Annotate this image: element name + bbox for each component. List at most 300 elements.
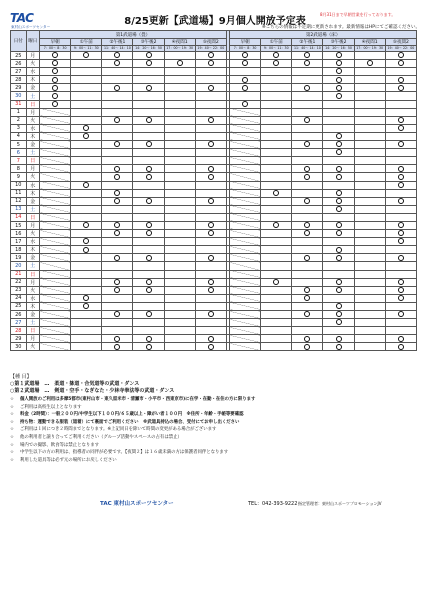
closed-slot-cell	[354, 205, 385, 213]
closed-slot-cell	[164, 343, 195, 351]
closed-slot-cell	[385, 205, 416, 213]
open-circle-icon	[83, 133, 89, 139]
unavailable-slot-cell	[40, 278, 71, 286]
date-cell: 25	[11, 52, 27, 60]
open-circle-icon	[336, 287, 342, 293]
table-row	[11, 92, 417, 100]
open-circle-icon	[336, 198, 342, 204]
closed-slot-cell	[195, 157, 226, 165]
open-circle-icon	[52, 52, 58, 58]
closed-slot-cell	[385, 68, 416, 76]
open-slot-cell	[102, 165, 133, 173]
open-circle-icon	[83, 295, 89, 301]
closed-slot-cell	[354, 173, 385, 181]
closed-slot-cell	[71, 286, 102, 294]
open-circle-icon	[336, 68, 342, 74]
date-cell: 17	[11, 238, 27, 246]
date-cell: 12	[11, 197, 27, 205]
closed-slot-cell	[354, 100, 385, 108]
star-icon: ☆	[10, 442, 14, 448]
closed-slot-cell	[195, 205, 226, 213]
open-slot-cell	[323, 230, 354, 238]
closed-slot-cell	[164, 327, 195, 335]
open-circle-icon	[398, 344, 404, 350]
open-circle-icon	[146, 174, 152, 180]
open-slot-cell	[133, 197, 164, 205]
open-slot-cell	[71, 238, 102, 246]
date-cell: 30	[11, 92, 27, 100]
closed-slot-cell	[261, 173, 292, 181]
date-cell: 16	[11, 230, 27, 238]
open-slot-cell	[385, 286, 416, 294]
open-circle-icon	[336, 166, 342, 172]
open-circle-icon	[336, 303, 342, 309]
star-icon: ☆	[10, 419, 14, 425]
closed-slot-cell	[133, 132, 164, 140]
closed-slot-cell	[71, 68, 102, 76]
open-circle-icon	[146, 311, 152, 317]
weekday-cell: 金	[26, 311, 39, 319]
unavailable-slot-cell	[230, 311, 261, 319]
weekday-cell: 木	[26, 302, 39, 310]
open-circle-icon	[398, 255, 404, 261]
note-line	[10, 457, 417, 465]
closed-slot-cell	[292, 100, 323, 108]
unavailable-slot-cell	[40, 116, 71, 124]
open-circle-icon	[114, 336, 120, 342]
closed-slot-cell	[102, 246, 133, 254]
closed-slot-cell	[102, 68, 133, 76]
open-circle-icon	[242, 101, 248, 107]
slot-time-header: 9：00～ 11：30	[261, 46, 292, 52]
slot-name-header: ②午後1	[292, 39, 323, 46]
open-circle-icon	[146, 230, 152, 236]
open-circle-icon	[52, 101, 58, 107]
date-cell: 19	[11, 254, 27, 262]
table-row	[11, 52, 417, 60]
footer-tel: TEL：042-393-9222	[248, 501, 298, 507]
open-slot-cell	[385, 230, 416, 238]
closed-slot-cell	[385, 302, 416, 310]
unavailable-slot-cell	[230, 327, 261, 335]
closed-slot-cell	[261, 270, 292, 278]
closed-slot-cell	[354, 116, 385, 124]
open-slot-cell	[195, 278, 226, 286]
open-slot-cell	[385, 52, 416, 60]
table-row	[11, 254, 417, 262]
open-slot-cell	[195, 60, 226, 68]
closed-slot-cell	[102, 157, 133, 165]
open-circle-icon	[336, 174, 342, 180]
open-circle-icon	[114, 85, 120, 91]
slot-time-header: 14：20～ 16：50	[133, 46, 164, 52]
closed-slot-cell	[354, 262, 385, 270]
open-slot-cell	[323, 197, 354, 205]
open-slot-cell	[133, 230, 164, 238]
table-row	[11, 124, 417, 132]
open-circle-icon	[398, 198, 404, 204]
closed-slot-cell	[230, 68, 261, 76]
unavailable-slot-cell	[230, 221, 261, 229]
open-slot-cell	[292, 84, 323, 92]
open-circle-icon	[114, 60, 120, 66]
closed-slot-cell	[261, 141, 292, 149]
closed-slot-cell	[71, 157, 102, 165]
closed-slot-cell	[133, 262, 164, 270]
closed-slot-cell	[261, 327, 292, 335]
closed-slot-cell	[323, 181, 354, 189]
closed-slot-cell	[354, 189, 385, 197]
star-icon: ☆	[10, 404, 14, 410]
open-slot-cell	[292, 221, 323, 229]
unavailable-slot-cell	[230, 294, 261, 302]
open-slot-cell	[102, 278, 133, 286]
slot-name-header: ③午後2	[323, 39, 354, 46]
open-slot-cell	[385, 335, 416, 343]
note-line	[10, 426, 417, 434]
open-circle-icon	[304, 60, 310, 66]
date-cell: 11	[11, 189, 27, 197]
date-cell: 5	[11, 141, 27, 149]
open-slot-cell	[71, 181, 102, 189]
open-slot-cell	[195, 311, 226, 319]
unavailable-slot-cell	[230, 286, 261, 294]
open-slot-cell	[102, 311, 133, 319]
open-slot-cell	[71, 132, 102, 140]
closed-slot-cell	[133, 319, 164, 327]
open-circle-icon	[304, 287, 310, 293]
slot-time-header: 19：40～ 22：00	[195, 46, 226, 52]
open-circle-icon	[336, 77, 342, 83]
closed-slot-cell	[71, 165, 102, 173]
open-slot-cell	[102, 221, 133, 229]
open-circle-icon	[208, 174, 214, 180]
closed-slot-cell	[195, 294, 226, 302]
open-slot-cell	[133, 221, 164, 229]
open-circle-icon	[52, 60, 58, 66]
date-cell: 31	[11, 100, 27, 108]
closed-slot-cell	[164, 189, 195, 197]
closed-slot-cell	[354, 157, 385, 165]
weekday-cell: 水	[26, 181, 39, 189]
open-slot-cell	[292, 294, 323, 302]
unavailable-slot-cell	[230, 141, 261, 149]
closed-slot-cell	[354, 68, 385, 76]
unavailable-slot-cell	[40, 335, 71, 343]
closed-slot-cell	[354, 230, 385, 238]
date-cell: 21	[11, 270, 27, 278]
open-slot-cell	[292, 60, 323, 68]
closed-slot-cell	[102, 262, 133, 270]
date-cell: 28	[11, 327, 27, 335]
closed-slot-cell	[195, 132, 226, 140]
table-row	[11, 246, 417, 254]
open-slot-cell	[323, 335, 354, 343]
open-slot-cell	[195, 254, 226, 262]
unavailable-slot-cell	[230, 343, 261, 351]
unavailable-slot-cell	[40, 254, 71, 262]
slot-time-header: 17：00～ 19：30	[164, 46, 195, 52]
open-slot-cell	[323, 246, 354, 254]
weekday-cell: 木	[26, 132, 39, 140]
open-circle-icon	[208, 255, 214, 261]
open-circle-icon	[304, 141, 310, 147]
logo-subtext: 東村山スポーツセンター	[11, 25, 51, 29]
closed-slot-cell	[354, 52, 385, 60]
hall1-header: 第1武道場（畳）	[40, 31, 227, 39]
date-cell: 15	[11, 221, 27, 229]
closed-slot-cell	[164, 181, 195, 189]
unavailable-slot-cell	[230, 205, 261, 213]
closed-slot-cell	[164, 165, 195, 173]
open-circle-icon	[83, 238, 89, 244]
unavailable-slot-cell	[230, 124, 261, 132]
open-circle-icon	[398, 77, 404, 83]
closed-slot-cell	[195, 246, 226, 254]
open-circle-icon	[208, 222, 214, 228]
unavailable-slot-cell	[230, 149, 261, 157]
open-slot-cell	[195, 116, 226, 124]
closed-slot-cell	[292, 319, 323, 327]
closed-slot-cell	[195, 100, 226, 108]
date-cell: 20	[11, 262, 27, 270]
closed-slot-cell	[195, 76, 226, 84]
unavailable-slot-cell	[40, 141, 71, 149]
note-text: 場内での撮影、飲食等は禁止となります	[20, 442, 100, 448]
unavailable-slot-cell	[230, 213, 261, 221]
legend	[10, 373, 417, 394]
note-text: ご利用は高校生以上となります	[20, 404, 82, 410]
slot-time-header: 7：00～ 8：30	[230, 46, 261, 52]
open-circle-icon	[304, 85, 310, 91]
table-row	[11, 213, 417, 221]
closed-slot-cell	[102, 149, 133, 157]
open-circle-icon	[398, 166, 404, 172]
closed-slot-cell	[261, 197, 292, 205]
open-slot-cell	[133, 286, 164, 294]
open-circle-icon	[336, 247, 342, 253]
unavailable-slot-cell	[230, 230, 261, 238]
open-slot-cell	[195, 141, 226, 149]
weekday-cell: 水	[26, 124, 39, 132]
open-circle-icon	[114, 190, 120, 196]
open-slot-cell	[71, 302, 102, 310]
open-slot-cell	[230, 100, 261, 108]
date-cell: 26	[11, 311, 27, 319]
open-slot-cell	[323, 343, 354, 351]
closed-slot-cell	[71, 254, 102, 262]
open-slot-cell	[385, 311, 416, 319]
footer-manager: 指定管理者：東村山スポーツプロモーションJV	[298, 500, 382, 506]
closed-slot-cell	[354, 149, 385, 157]
closed-slot-cell	[354, 278, 385, 286]
closed-slot-cell	[164, 254, 195, 262]
closed-slot-cell	[164, 246, 195, 254]
unavailable-slot-cell	[40, 286, 71, 294]
closed-slot-cell	[71, 230, 102, 238]
weekday-cell: 日	[26, 270, 39, 278]
closed-slot-cell	[133, 238, 164, 246]
open-circle-icon	[114, 311, 120, 317]
open-slot-cell	[133, 116, 164, 124]
open-slot-cell	[133, 52, 164, 60]
open-slot-cell	[385, 60, 416, 68]
open-slot-cell	[40, 76, 71, 84]
closed-slot-cell	[261, 254, 292, 262]
closed-slot-cell	[354, 238, 385, 246]
open-slot-cell	[292, 254, 323, 262]
closed-slot-cell	[133, 213, 164, 221]
closed-slot-cell	[71, 262, 102, 270]
open-circle-icon	[146, 336, 152, 342]
open-slot-cell	[385, 173, 416, 181]
closed-slot-cell	[164, 270, 195, 278]
open-slot-cell	[102, 60, 133, 68]
closed-slot-cell	[71, 270, 102, 278]
date-cell: 23	[11, 286, 27, 294]
open-circle-icon	[398, 141, 404, 147]
table-row	[11, 116, 417, 124]
open-slot-cell	[71, 52, 102, 60]
closed-slot-cell	[385, 270, 416, 278]
open-circle-icon	[52, 93, 58, 99]
unavailable-slot-cell	[230, 270, 261, 278]
unavailable-slot-cell	[40, 238, 71, 246]
open-slot-cell	[385, 76, 416, 84]
closed-slot-cell	[164, 319, 195, 327]
open-circle-icon	[304, 198, 310, 204]
open-circle-icon	[398, 295, 404, 301]
open-slot-cell	[261, 221, 292, 229]
open-slot-cell	[230, 76, 261, 84]
open-circle-icon	[242, 60, 248, 66]
hall2-header: 第2武道場（床）	[230, 31, 417, 39]
closed-slot-cell	[164, 157, 195, 165]
col-weekday-header: 曜日	[26, 31, 39, 52]
closed-slot-cell	[385, 100, 416, 108]
closed-slot-cell	[385, 246, 416, 254]
open-slot-cell	[323, 221, 354, 229]
closed-slot-cell	[102, 108, 133, 116]
open-circle-icon	[336, 336, 342, 342]
closed-slot-cell	[230, 92, 261, 100]
closed-slot-cell	[292, 246, 323, 254]
schedule-table	[10, 30, 417, 351]
unavailable-slot-cell	[230, 189, 261, 197]
open-circle-icon	[304, 166, 310, 172]
closed-slot-cell	[133, 149, 164, 157]
table-row	[11, 157, 417, 165]
closed-slot-cell	[71, 327, 102, 335]
closed-slot-cell	[71, 76, 102, 84]
open-circle-icon	[114, 344, 120, 350]
note-line	[10, 404, 417, 412]
unavailable-slot-cell	[40, 213, 71, 221]
unavailable-slot-cell	[230, 238, 261, 246]
closed-slot-cell	[292, 238, 323, 246]
open-slot-cell	[195, 197, 226, 205]
open-circle-icon	[114, 174, 120, 180]
open-circle-icon	[114, 279, 120, 285]
closed-slot-cell	[261, 294, 292, 302]
closed-slot-cell	[164, 149, 195, 157]
weekday-cell: 火	[26, 286, 39, 294]
closed-slot-cell	[261, 165, 292, 173]
open-slot-cell	[40, 60, 71, 68]
unavailable-slot-cell	[230, 181, 261, 189]
open-slot-cell	[323, 92, 354, 100]
table-row	[11, 132, 417, 140]
open-slot-cell	[292, 165, 323, 173]
closed-slot-cell	[354, 335, 385, 343]
open-circle-icon	[83, 52, 89, 58]
closed-slot-cell	[133, 327, 164, 335]
table-row	[11, 319, 417, 327]
closed-slot-cell	[71, 149, 102, 157]
open-circle-icon	[146, 52, 152, 58]
open-circle-icon	[398, 311, 404, 317]
open-slot-cell	[292, 343, 323, 351]
closed-slot-cell	[164, 205, 195, 213]
slot-time-header: 9：00～ 11：30	[71, 46, 102, 52]
open-slot-cell	[71, 124, 102, 132]
open-slot-cell	[164, 60, 195, 68]
open-slot-cell	[102, 141, 133, 149]
closed-slot-cell	[354, 197, 385, 205]
open-circle-icon	[146, 141, 152, 147]
closed-slot-cell	[102, 132, 133, 140]
closed-slot-cell	[195, 124, 226, 132]
open-slot-cell	[385, 294, 416, 302]
closed-slot-cell	[71, 189, 102, 197]
unavailable-slot-cell	[40, 246, 71, 254]
open-circle-icon	[398, 336, 404, 342]
closed-slot-cell	[354, 132, 385, 140]
open-slot-cell	[133, 343, 164, 351]
open-circle-icon	[398, 238, 404, 244]
closed-slot-cell	[323, 124, 354, 132]
table-row	[11, 205, 417, 213]
open-slot-cell	[102, 335, 133, 343]
open-slot-cell	[323, 319, 354, 327]
closed-slot-cell	[195, 270, 226, 278]
open-circle-icon	[146, 60, 152, 66]
closed-slot-cell	[164, 335, 195, 343]
weekday-cell: 日	[26, 327, 39, 335]
closed-slot-cell	[354, 108, 385, 116]
closed-slot-cell	[164, 68, 195, 76]
date-cell: 18	[11, 246, 27, 254]
closed-slot-cell	[195, 319, 226, 327]
closed-slot-cell	[261, 92, 292, 100]
open-slot-cell	[195, 286, 226, 294]
star-icon: ☆	[10, 427, 14, 433]
open-slot-cell	[195, 165, 226, 173]
open-slot-cell	[195, 221, 226, 229]
closed-slot-cell	[385, 262, 416, 270]
open-slot-cell	[385, 84, 416, 92]
star-icon: ☆	[10, 397, 14, 402]
date-cell: 10	[11, 181, 27, 189]
open-circle-icon	[336, 133, 342, 139]
closed-slot-cell	[195, 302, 226, 310]
open-slot-cell	[385, 181, 416, 189]
open-slot-cell	[261, 278, 292, 286]
table-row	[11, 84, 417, 92]
open-slot-cell	[292, 335, 323, 343]
closed-slot-cell	[102, 270, 133, 278]
open-slot-cell	[133, 278, 164, 286]
